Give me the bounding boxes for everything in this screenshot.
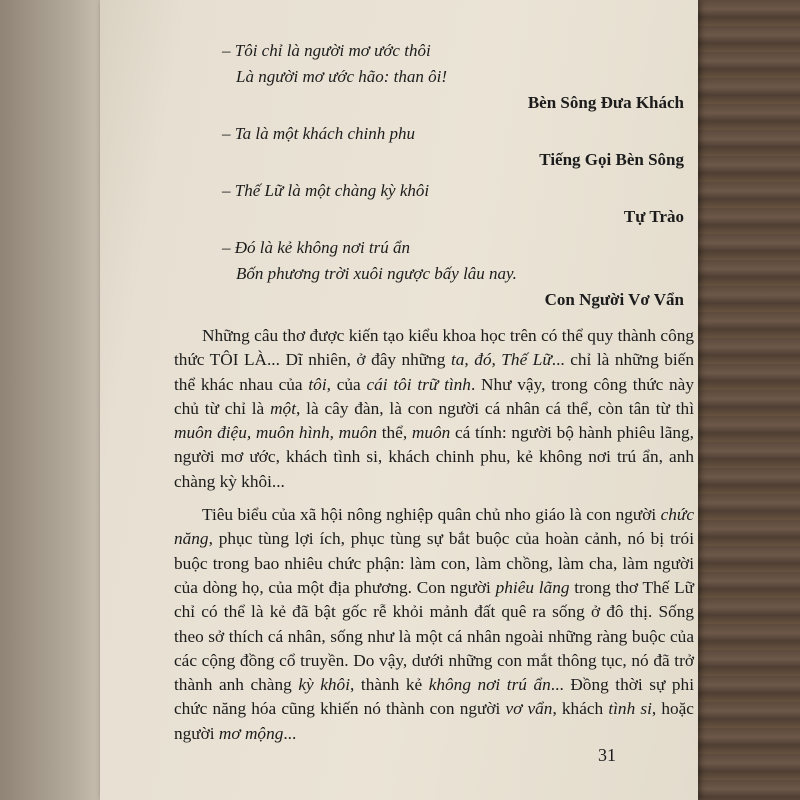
text-segment: ... xyxy=(283,723,297,743)
text-segment: , khách xyxy=(552,699,609,719)
verse-line: Bốn phương trời xuôi ngược bấy lâu nay. xyxy=(236,264,517,283)
text-segment: ... Đồng thời sự phi chức năng hóa cũng khiến nó thành con người xyxy=(174,675,694,719)
italic-segment: mơ mộng xyxy=(218,723,284,743)
text-segment: , của xyxy=(326,374,367,394)
verse-line: – Đó là kẻ không nơi trú ẩn xyxy=(222,238,411,257)
text-segment: , thành kẻ xyxy=(350,675,429,695)
italic-segment: kỳ khôi xyxy=(298,675,350,695)
book-page xyxy=(100,0,698,800)
italic-segment: một xyxy=(270,398,296,418)
wooden-surface xyxy=(690,0,800,800)
text-segment: . Như vậy, trong công thức này chủ từ chỉ là xyxy=(174,374,694,418)
poem-source: Tự Trào xyxy=(623,207,684,226)
verse-block-1 xyxy=(174,38,694,116)
verse-line: – Tôi chỉ là người mơ ước thôi xyxy=(222,41,431,60)
page-content xyxy=(174,38,694,746)
verse-block-4 xyxy=(174,235,694,313)
verse-line: – Thế Lữ là một chàng kỳ khôi xyxy=(222,181,430,200)
text-segment: ... chỉ là những biến thể khác nhau của xyxy=(174,350,694,394)
italic-segment: tôi xyxy=(308,374,327,394)
italic-segment: chức năng xyxy=(174,505,694,549)
verse-block-2 xyxy=(174,121,694,173)
italic-segment: muôn xyxy=(411,423,451,443)
poem-source: Tiếng Gọi Bèn Sông xyxy=(539,150,684,169)
poem-source: Bèn Sông Đưa Khách xyxy=(527,93,684,112)
italic-segment: vơ vẩn xyxy=(505,699,553,719)
italic-segment: không nơi trú ẩn xyxy=(428,675,551,695)
body-paragraph-1 xyxy=(174,324,694,494)
italic-segment: phiêu lãng xyxy=(495,577,570,597)
italic-segment: tình si xyxy=(608,699,652,719)
italic-segment: cái tôi trữ tình xyxy=(366,374,471,394)
italic-segment: muôn điệu, muôn hình, muôn xyxy=(174,423,378,443)
poem-source: Con Người Vơ Vẩn xyxy=(544,290,684,309)
verse-line: – Ta là một khách chinh phu xyxy=(222,124,415,143)
book-gutter-shadow xyxy=(0,0,104,800)
text-segment: , phục tùng lợi ích, phục tùng sự bắt buộc của hoàn cảnh, nó bị trói buộc trong bao nhiêu chức phận: làm con, làm chồng, làm cha, làm người của dòng họ, của một địa phương. Con người xyxy=(174,529,694,597)
text-segment: , hoặc người xyxy=(174,699,694,743)
verse-block-3 xyxy=(174,178,694,230)
verse-line: Là người mơ ước hão: than ôi! xyxy=(236,67,448,86)
body-paragraph-2 xyxy=(174,503,694,746)
page-number: 31 xyxy=(598,745,616,765)
text-segment: , là cây đàn, là con người cá nhân cá thể, còn tân từ thì xyxy=(296,398,694,418)
text-segment: trong thơ Thế Lữ chỉ có thể là kẻ đã bật gốc rễ khỏi mảnh đất quê ra sống ở đô thị. Sống theo sở thích cá nhân, sống như là một cá nhân ngoài những ràng buộc của các cộng đồng cổ truyền. Do vậy, dưới những con mắt thông tục, nó đã trở thành anh chàng xyxy=(174,577,694,695)
text-segment: Những câu thơ được kiến tạo kiểu khoa học trên có thể quy thành công thức TÔI LÀ... Dĩ nhiên, ở đây những xyxy=(174,326,694,370)
text-segment: cá tính: người bộ hành phiêu lãng, người mơ ước, khách tình si, khách chinh phu, kẻ không nơi trú ẩn, anh chàng kỳ khôi... xyxy=(174,423,694,491)
text-segment: thể, xyxy=(377,423,412,443)
italic-segment: ta, đó, Thế Lữ xyxy=(450,350,552,370)
text-segment: Tiêu biểu của xã hội nông nghiệp quân chủ nho giáo là con người xyxy=(202,505,661,525)
